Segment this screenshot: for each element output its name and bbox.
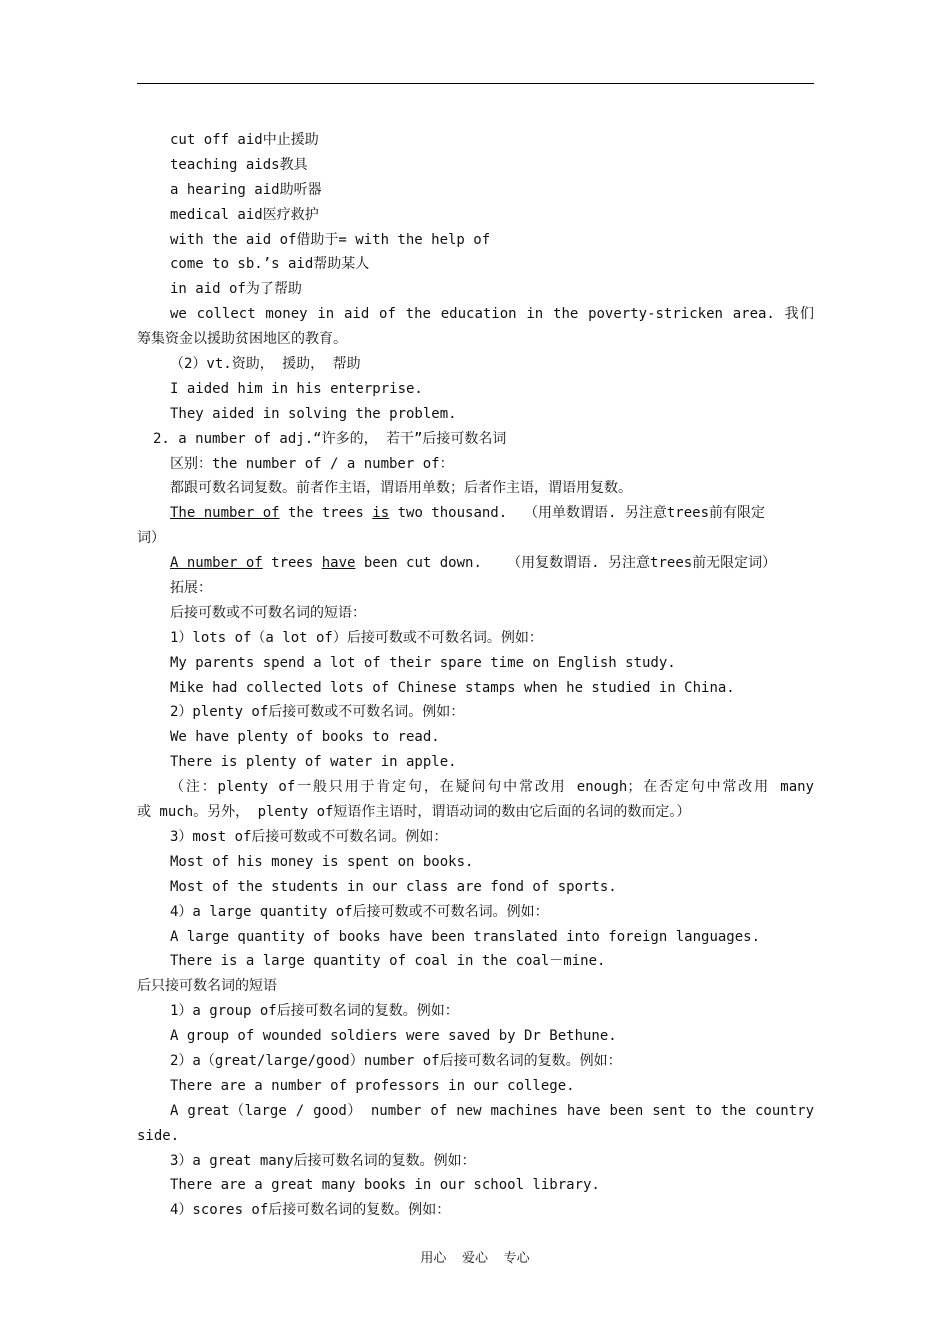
example-line xyxy=(137,551,814,576)
text-line: 2）a（great/large/good）number of后接可数名词的复数。例如： xyxy=(170,1052,622,1069)
text-line: 后接可数或不可数名词的短语： xyxy=(170,604,366,621)
text-line: side. xyxy=(137,1127,180,1144)
text-line: 区别：the number of / a number of： xyxy=(170,455,454,472)
text-line: come to sb.’s aid帮助某人 xyxy=(170,256,370,273)
text-line: 词） xyxy=(137,530,165,547)
example-line xyxy=(137,501,814,526)
text-span: two thousand. （用单数谓语. 另注意trees前有限定 xyxy=(389,505,766,522)
text-line: We have plenty of books to read. xyxy=(170,729,440,746)
text-line: with the aid of借助于= with the help of xyxy=(170,231,491,248)
text-line: 4）a large quantity of后接可数或不可数名词。例如： xyxy=(170,903,549,920)
text-line: 3）most of后接可数或不可数名词。例如： xyxy=(170,828,448,845)
text-line: A large quantity of books have been translated into foreign languages. xyxy=(170,928,761,945)
text-line: There are a great many books in our school library. xyxy=(170,1177,600,1194)
document-body xyxy=(137,128,814,1223)
text-line: （2）vt.资助， 援助， 帮助 xyxy=(170,356,361,373)
page-footer: 用心 爱心 专心 xyxy=(420,1251,530,1266)
text-line: in aid of为了帮助 xyxy=(170,281,302,298)
text-line: we collect money in aid of the education in the poverty-stricken area. 我们 xyxy=(170,306,814,323)
text-line: There are a number of professors in our college. xyxy=(170,1077,575,1094)
text-line: 拓展： xyxy=(170,580,212,597)
text-line: There is a large quantity of coal in the coal－mine. xyxy=(170,953,606,970)
text-line: （注：plenty of一般只用于肯定句，在疑问句中常改用 enough；在否定句中常改用 many xyxy=(170,779,814,796)
text-line: 3）a great many后接可数名词的复数。例如： xyxy=(170,1152,476,1169)
text-line: 1）a group of后接可数名词的复数。例如： xyxy=(170,1003,459,1020)
text-line: A group of wounded soldiers were saved by Dr Bethune. xyxy=(170,1028,617,1045)
text-line: 2）plenty of后接可数或不可数名词。例如： xyxy=(170,704,465,721)
section-heading: 2. a number of adj.“许多的， 若干”后接可数名词 xyxy=(153,430,507,447)
text-span: the trees xyxy=(279,505,373,522)
text-line: cut off aid中止援助 xyxy=(170,132,319,148)
text-line: 1）lots of（a lot of）后接可数或不可数名词。例如： xyxy=(170,629,543,646)
text-line: a hearing aid助听器 xyxy=(170,181,322,198)
underlined-verb: have xyxy=(321,555,356,572)
underlined-phrase: The number of xyxy=(170,505,280,522)
text-line: A great（large / good） number of new machines have been sent to the country xyxy=(170,1102,814,1119)
text-line: They aided in solving the problem. xyxy=(170,405,457,422)
text-line: My parents spend a lot of their spare time on English study. xyxy=(170,654,676,671)
text-line: 4）scores of后接可数名词的复数。例如： xyxy=(170,1202,451,1219)
text-line: I aided him in his enterprise. xyxy=(170,380,423,397)
text-line: Most of his money is spent on books. xyxy=(170,853,474,870)
underlined-verb: is xyxy=(372,505,390,522)
text-line: 都跟可数名词复数。前者作主语，谓语用单数；后者作主语，谓语用复数。 xyxy=(170,480,632,497)
underlined-phrase: A number of xyxy=(170,555,263,572)
text-span: trees xyxy=(262,555,322,572)
text-line: teaching aids教具 xyxy=(170,156,308,173)
text-line: Most of the students in our class are fond of sports. xyxy=(170,878,617,895)
text-line: medical aid医疗救护 xyxy=(170,206,319,223)
text-line: Mike had collected lots of Chinese stamps when he studied in China. xyxy=(170,679,735,696)
text-line: 或 much。另外， plenty of短语作主语时，谓语动词的数由它后面的名词的数而定。） xyxy=(137,804,691,821)
header-rule xyxy=(137,83,814,84)
text-line: 筹集资金以援助贫困地区的教育。 xyxy=(137,331,347,348)
text-span: been cut down. （用复数谓语. 另注意trees前无限定词） xyxy=(355,555,777,572)
text-line: There is plenty of water in apple. xyxy=(170,754,457,771)
section-heading: 后只接可数名词的短语 xyxy=(137,978,277,995)
